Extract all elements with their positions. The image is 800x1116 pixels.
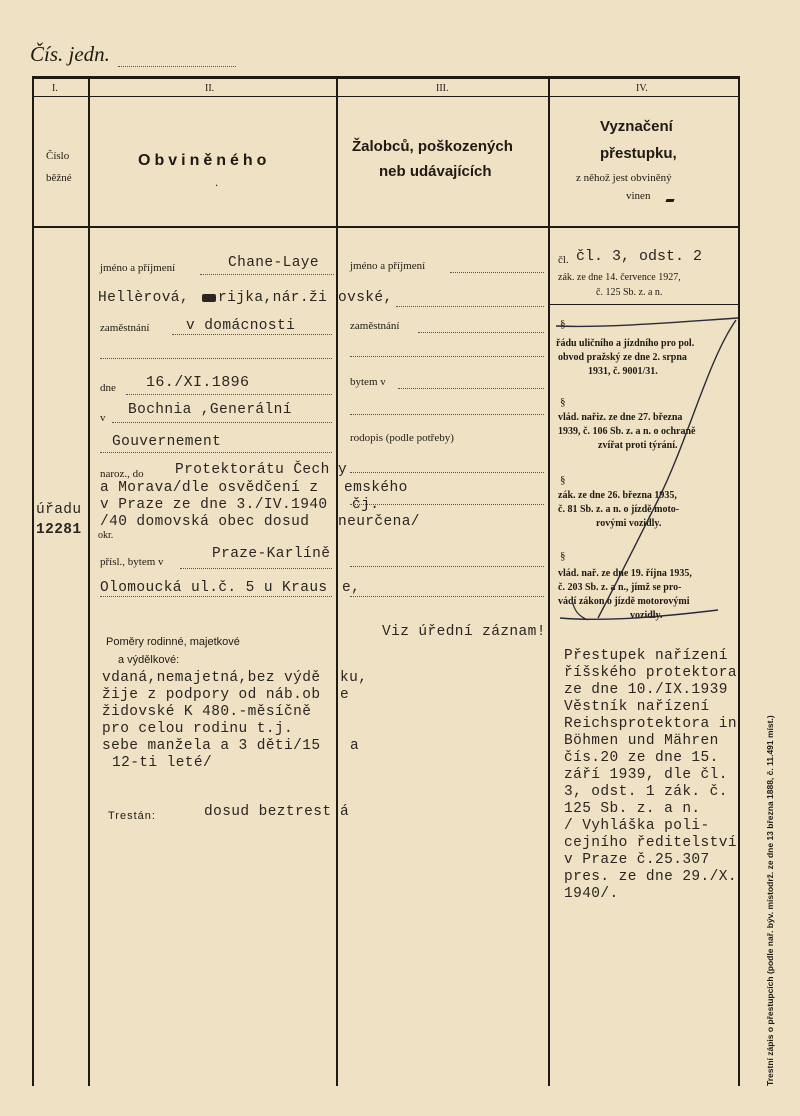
plaintiff-continuation-c: neurčena/ [338,514,420,530]
offense-s1-law: zák. ze dne 14. července 1927, [558,272,681,283]
col2-label: Obviněného [138,152,271,169]
accused-family-line-4: pro celou rodinu t.j. [102,721,294,737]
col4-label-line1: Vyznačení [600,118,673,135]
plaintiff-name-line [450,272,544,273]
table-top-border [32,76,740,79]
col1-office-text: úřadu [36,502,82,518]
table-left-border [32,76,34,1086]
accused-punished-value: dosud beztrest [204,804,332,820]
accused-occupation-value: v domácnosti [186,318,296,334]
accused-family-line-3: židovské K 480.-měsíčně [102,704,312,720]
accused-occupation-line [172,334,332,335]
accused-name-value: Chane-Laye [228,255,320,271]
offense-s2-line3: 1931, č. 9001/31. [588,366,658,377]
offense-s3-line2: 1939, č. 106 Sb. z. a n. o ochraně [558,426,696,437]
offense-typed-line-13: v Praze č.25.307 [564,852,710,868]
col3-label-line1: Žalobců, poškozených [352,138,513,155]
col1-divider [88,76,90,1086]
accused-place-label: v [100,412,106,424]
offense-typed-line-8: září 1939, dle čl. [564,767,728,783]
offense-s4-line2: č. 81 Sb. z. a n. o jízdě moto- [558,504,680,515]
accused-residence-line2 [100,596,332,597]
plaintiff-name-continuation: ovské, [338,290,393,306]
accused-born-label: naroz., do [100,468,144,480]
accused-residence-value: Praze-Karlíně [212,546,331,562]
plaintiff-line-e [350,596,544,597]
plaintiff-continuation-born: y [338,462,348,478]
offense-typed-line-10: 125 Sb. z. a n. [564,801,701,817]
offense-typed-line-3: ze dne 10./IX.1939 [564,682,728,698]
col2-divider [336,76,338,1086]
accused-place-value: Bochnia ,Generální [128,402,292,418]
col4-label-line4: vinen [626,190,651,202]
plaintiff-continuation-a: emského [344,480,408,496]
offense-s3-line1: vlád. nařiz. ze dne 27. března [558,412,683,423]
accused-punished-label: Trestán: [108,810,156,822]
cancellation-strokes [548,300,740,630]
accused-residence-label: přísl., bytem v [100,556,164,568]
col4-roman: IV. [636,83,648,94]
offense-typed-line-1: Přestupek nařízení [564,648,728,664]
accused-date-value: 16./XI.1896 [146,374,250,391]
accused-name-label: jméno a příjmení [100,262,176,274]
col1-number-text: 12281 [36,522,82,538]
accused-date-label: dne [100,382,116,394]
offense-s1-article: čl. [558,254,569,266]
offense-s5-line4: vozidly. [630,610,663,621]
reference-number-line [118,66,236,67]
plaintiff-continuation-residence: e, [342,580,361,596]
offense-s1-collection: č. 125 Sb. z. a n. [596,287,663,298]
accused-typed-line-c-prefix [100,514,103,515]
offense-s3-line3: zvířat proti týrání. [598,440,678,451]
offense-typed-line-5: Reichsprotektora in [564,716,737,732]
offense-s2-line1: řádu uličního a jízdního pro pol. [556,338,695,349]
accused-date-line [126,394,332,395]
plaintiff-origin-label: rodopis (podle potřeby) [350,432,454,444]
accused-place-line [112,422,332,423]
plaintiff-continuation-family-2: e [340,687,350,703]
col3-label-line2: neb udávajících [379,163,492,180]
offense-typed-line-12: cejního ředitelství [564,835,737,851]
plaintiff-occupation-line [418,332,544,333]
accused-surname-text: Hellèrová, [98,290,190,306]
offense-typed-line-9: 3, odst. 1 zák. č. [564,784,728,800]
accused-family-label-2: a výdělkové: [118,654,180,666]
dash-mark [665,199,674,202]
col3-roman: III. [436,83,449,94]
accused-born-value: Protektorátu Čech [175,462,330,478]
offense-s1-article-value: čl. 3, odst. 2 [576,248,703,265]
offense-s5-line2: č. 203 Sb. z. a n., jímž se pro- [558,582,682,593]
plaintiff-line-b [350,504,544,505]
offense-typed-line-11: / Vyhláška poli- [564,818,710,834]
offense-typed-line-2: říšského protektora [564,665,737,681]
offense-s4-paragraph-sign: § [560,474,566,486]
col4-label-line3: z něhož jest obviněný [576,172,672,184]
plaintiff-continuation-family-5: a [350,738,360,754]
col1-label-line2: běžné [46,172,72,184]
form-footer-vertical-note: Trestní zápis o přestupcích (podle nař. býv. místodrž. ze dne 13 března 1888, č. 11.491 míst.) [765,715,775,1086]
col1-roman: I. [52,83,58,94]
plaintiff-residence-line [398,388,544,389]
accused-occupation-struck [200,294,203,295]
offense-s5-line1: vlád. nař. ze dne 19. října 1935, [558,568,692,579]
offense-s2-line2: obvod pražský ze dne 2. srpna [558,352,687,363]
offense-s2-paragraph-sign: § [560,318,566,330]
offense-typed-line-6: Böhmen und Mähren [564,733,719,749]
plaintiff-line-a [350,472,544,473]
accused-place-line2 [100,452,332,453]
col2-label-dot: . [215,175,219,189]
accused-occupation-label: zaměstnání [100,322,150,334]
offense-typed-line-15: 1940/. [564,886,619,902]
offense-typed-line-7: čís.20 ze dne 15. [564,750,719,766]
col2-roman: II. [205,83,215,94]
accused-family-line-2: žije z podpory od náb.ob [102,687,321,703]
offense-s3-paragraph-sign: § [560,396,566,408]
plaintiff-occupation-label: zaměstnání [350,320,400,332]
plaintiff-continuation-family-1: ku, [340,670,368,686]
col1-label-line1: Číslo [46,150,70,162]
plaintiff-line-d [350,566,544,567]
accused-family-line-6: 12-ti leté/ [112,755,213,771]
offense-s4-line1: zák. ze dne 26. března 1935, [558,490,677,501]
offense-s5-paragraph-sign: § [560,550,566,562]
ink-blot [202,294,216,302]
header-bottom-line [32,226,740,228]
col4-label-line2: přestupku, [600,145,677,162]
accused-place-value2: Gouvernement [112,434,222,450]
plaintiff-residence-label: bytem v [350,376,386,388]
accused-district-label: okr. [98,530,114,541]
plaintiff-residence-line2 [350,414,544,415]
plaintiff-continuation-b: čj. [352,497,380,513]
accused-typed-line-b: v Praze ze dne 3./IV.1940 [100,497,328,513]
offense-s5-line3: vádí zákon o jízdě motorovými [558,596,690,607]
accused-nationality-text: rijka,nár.ži [218,290,328,306]
plaintiff-name-label: jméno a příjmení [350,260,426,272]
plaintiff-see-record-note: Viz úřední záznam! [382,624,546,640]
reference-number-label: Čís. jedn. [30,42,110,66]
accused-typed-line-c: /40 domovská obec dosud [100,514,310,530]
accused-family-label-1: Poměry rodinné, majetkové [106,636,240,648]
accused-name-line [200,274,334,275]
roman-row-line [32,96,740,97]
offense-s4-line3: rovými vozidly. [596,518,662,529]
offense-typed-line-14: pres. ze dne 29./X. [564,869,737,885]
plaintiff-continuation-punished: á [340,804,350,820]
accused-family-line-5: sebe manžela a 3 děti/15 [102,738,321,754]
accused-residence-line [180,568,332,569]
plaintiff-blank-line [350,356,544,357]
offense-typed-line-4: Věstník nařízení [564,699,710,715]
accused-residence-value2: Olomoucká ul.č. 5 u Kraus [100,580,328,596]
accused-typed-line-a: a Morava/dle osvědčení z [100,480,319,496]
plaintiff-name-line2 [396,306,544,307]
accused-family-line-1: vdaná,nemajetná,bez výdě [102,670,321,686]
accused-blank-line [100,358,332,359]
